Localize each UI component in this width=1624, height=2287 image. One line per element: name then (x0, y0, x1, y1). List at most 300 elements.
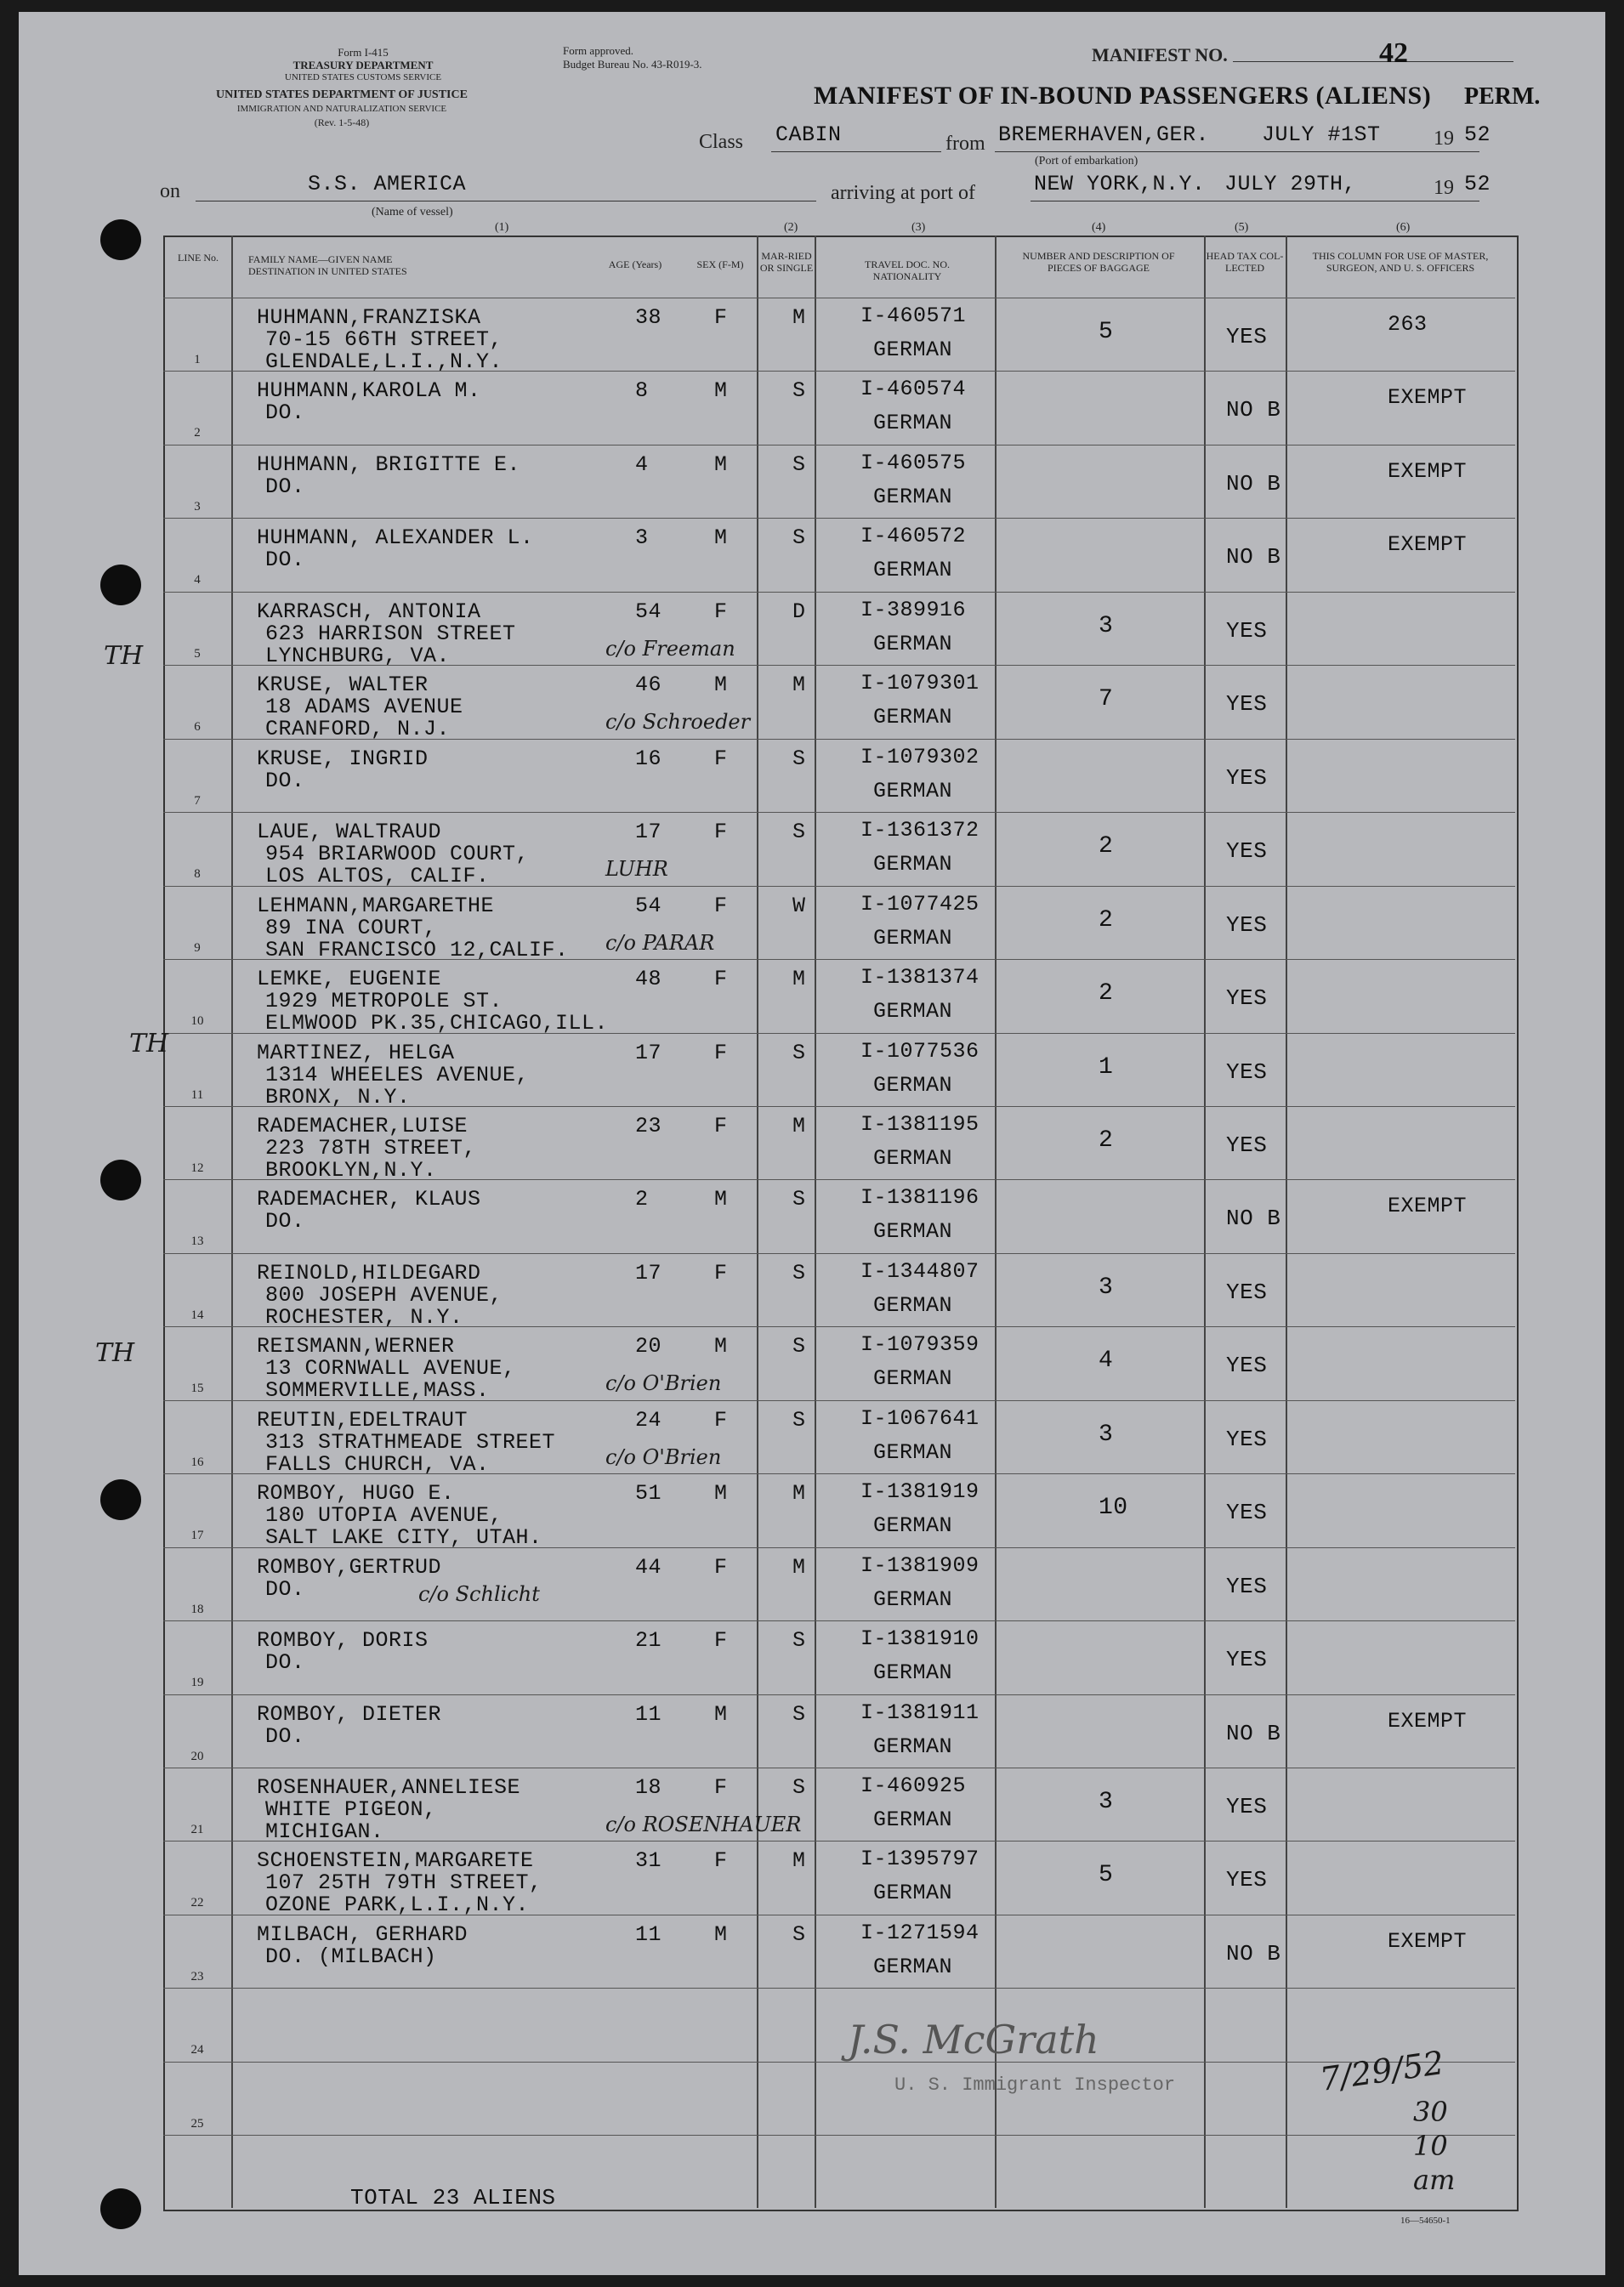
from-label: from (945, 133, 985, 155)
table-row (163, 1768, 1515, 1842)
sex: M (714, 1481, 728, 1507)
marital-status: S (792, 1260, 806, 1285)
line-number: 11 (190, 1087, 204, 1102)
sex: F (714, 893, 728, 918)
age: 54 (635, 893, 662, 918)
passenger-name: HUHMANN,KAROLA M. (257, 378, 481, 404)
officer-note: EXEMPT (1388, 532, 1468, 558)
travel-doc-no: I-1067641 (860, 1405, 980, 1431)
age: 20 (635, 1334, 662, 1359)
inspection-date: 7/29/52 (1317, 2044, 1446, 2098)
manifest-no-line (1233, 61, 1513, 62)
colnum-4: (4) (1092, 221, 1106, 234)
table-row (163, 1915, 1515, 1989)
justice-block (155, 88, 529, 129)
travel-doc-no: I-460574 (860, 377, 967, 402)
head-tax: YES (1226, 1500, 1268, 1526)
destination-line-1: 1929 METROPOLE ST. (265, 989, 503, 1014)
destination-line-2: BROOKLYN,N.Y. (265, 1157, 437, 1183)
nationality: GERMAN (873, 1219, 953, 1245)
passenger-name: KRUSE, WALTER (257, 672, 429, 698)
budget-bureau: Budget Bureau No. 43-R019-3. (563, 58, 702, 71)
destination-line-1: 1314 WHEELES AVENUE, (265, 1062, 530, 1087)
destination-line-2: MICHIGAN. (265, 1819, 384, 1844)
travel-doc-no: I-1077425 (860, 891, 980, 917)
destination-line-2: SAN FRANCISCO 12,CALIF. (265, 937, 569, 962)
age: 17 (635, 1260, 662, 1285)
marital-status: S (792, 1701, 806, 1727)
passenger-name: LEMKE, EUGENIE (257, 967, 442, 992)
passenger-name: HUHMANN,FRANZISKA (257, 305, 481, 330)
travel-doc-no: I-460925 (860, 1773, 967, 1798)
passenger-name: HUHMANN, BRIGITTE E. (257, 451, 521, 477)
travel-doc-no: I-1381911 (860, 1700, 980, 1725)
care-of-note: c/o O'Brien (605, 1444, 722, 1469)
nationality: GERMAN (873, 1292, 953, 1318)
baggage-count: 2 (1099, 980, 1114, 1007)
baggage-count: 3 (1099, 612, 1114, 639)
table-row (163, 1179, 1515, 1254)
line-number: 2 (194, 426, 201, 440)
travel-doc-no: I-1344807 (860, 1258, 980, 1284)
sex: M (714, 672, 728, 698)
officer-note: EXEMPT (1388, 1708, 1468, 1734)
travel-doc-no: I-1271594 (860, 1920, 980, 1945)
head-tax: YES (1226, 1647, 1268, 1673)
passenger-name: REINOLD,HILDEGARD (257, 1260, 481, 1285)
destination-line-2: OZONE PARK,L.I.,N.Y. (265, 1893, 530, 1918)
destination-line-1: DO. (265, 768, 305, 793)
table-row (163, 1400, 1515, 1475)
sex: F (714, 599, 728, 624)
destination-line-2: GLENDALE,L.I.,N.Y. (265, 349, 503, 374)
nationality: GERMAN (873, 1734, 953, 1759)
age: 38 (635, 305, 662, 330)
marital-status: S (792, 1040, 806, 1065)
nationality: GERMAN (873, 1072, 953, 1098)
nationality: GERMAN (873, 484, 953, 509)
sex: M (714, 1334, 728, 1359)
passenger-name: ROMBOY,GERTRUD (257, 1554, 442, 1580)
age: 21 (635, 1628, 662, 1654)
colhead-married: MAR-RIED OR SINGLE (759, 250, 814, 274)
age: 3 (635, 525, 649, 551)
table-row (163, 2062, 1515, 2137)
revision: (Rev. 1-5-48) (314, 116, 370, 128)
baggage-count: 3 (1099, 1789, 1114, 1815)
marital-status: D (792, 599, 806, 624)
line-number: 4 (194, 573, 201, 587)
head-tax: YES (1226, 1353, 1268, 1379)
baggage-count: 3 (1099, 1274, 1114, 1301)
destination-line-2: LOS ALTOS, CALIF. (265, 864, 490, 889)
destination-line-1: 70-15 66TH STREET, (265, 327, 503, 352)
travel-doc-no: I-1381919 (860, 1479, 980, 1505)
line-number: 1 (194, 353, 201, 366)
destination-line-2: ELMWOOD PK.35,CHICAGO,ILL. (265, 1011, 609, 1036)
sex: F (714, 1775, 728, 1800)
line-number: 10 (190, 1014, 204, 1029)
destination-line-1: WHITE PIGEON, (265, 1797, 437, 1822)
passenger-name: ROMBOY, DIETER (257, 1701, 442, 1727)
line-number: 8 (194, 867, 201, 882)
destination-line-1: DO. (265, 1650, 305, 1676)
vessel-name: S.S. AMERICA (308, 172, 467, 196)
punch-hole (100, 2188, 141, 2229)
marital-status: S (792, 1921, 806, 1947)
line-number: 24 (190, 2043, 204, 2057)
passenger-name: REISMANN,WERNER (257, 1334, 455, 1359)
manifest-title: MANIFEST OF IN-BOUND PASSENGERS (ALIENS) (814, 82, 1432, 110)
line-number: 7 (194, 793, 201, 808)
year-1: 52 (1464, 122, 1491, 147)
officer-note: EXEMPT (1388, 1194, 1468, 1219)
officer-note: EXEMPT (1388, 1928, 1468, 1954)
care-of-note: c/o O'Brien (605, 1371, 722, 1396)
officer-note: EXEMPT (1388, 385, 1468, 411)
nationality: GERMAN (873, 999, 953, 1024)
nationality: GERMAN (873, 1586, 953, 1612)
colhead-baggage: NUMBER AND DESCRIPTION OF PIECES OF BAGGAGE (1022, 250, 1175, 274)
inspector-signature: J.S. McGrath (848, 2017, 1099, 2063)
passenger-name: MARTINEZ, HELGA (257, 1040, 455, 1065)
passenger-name: RADEMACHER,LUISE (257, 1113, 468, 1138)
sex: M (714, 1921, 728, 1947)
line-number: 23 (190, 1969, 204, 1983)
head-tax: YES (1226, 1573, 1268, 1599)
sex: M (714, 378, 728, 404)
head-tax: YES (1226, 324, 1268, 349)
age: 48 (635, 967, 662, 992)
nationality: GERMAN (873, 925, 953, 951)
sex: F (714, 305, 728, 330)
head-tax: YES (1226, 1426, 1268, 1452)
age: 11 (635, 1921, 662, 1947)
passenger-name: REUTIN,EDELTRAUT (257, 1407, 468, 1433)
arriving-label: arriving at port of (831, 182, 975, 204)
nationality: GERMAN (873, 852, 953, 877)
travel-doc-no: I-1079302 (860, 744, 980, 769)
marital-status: M (792, 1848, 806, 1874)
destination-line-2: ROCHESTER, N.Y. (265, 1304, 463, 1330)
passenger-name: LEHMANN,MARGARETHE (257, 893, 495, 918)
marital-status: S (792, 525, 806, 551)
table-row (163, 1326, 1515, 1404)
destination-line-1: 13 CORNWALL AVENUE, (265, 1356, 516, 1382)
colnum-6: (6) (1396, 221, 1411, 234)
destination-line-2: BRONX, N.Y. (265, 1084, 411, 1109)
marital-status: M (792, 1554, 806, 1580)
head-tax: YES (1226, 1132, 1268, 1158)
sex: M (714, 525, 728, 551)
nationality: GERMAN (873, 338, 953, 362)
passenger-name: KARRASCH, ANTONIA (257, 599, 481, 624)
embarkation-date: JULY #1ST (1262, 122, 1381, 147)
table-row (163, 886, 1515, 961)
nationality: GERMAN (873, 1513, 953, 1539)
total-aliens: TOTAL 23 ALIENS (350, 2185, 556, 2210)
nationality: GERMAN (873, 778, 953, 803)
colhead-name-text: FAMILY NAME—GIVEN NAME (248, 253, 393, 265)
passenger-name: ROMBOY, DORIS (257, 1628, 429, 1654)
year-prefix-2: 19 (1434, 177, 1454, 199)
customs-service: UNITED STATES CUSTOMS SERVICE (284, 72, 442, 82)
nationality: GERMAN (873, 1954, 953, 1979)
line-number: 22 (190, 1896, 204, 1910)
destination-line-1: DO. (265, 1723, 305, 1749)
travel-doc-no: I-1079359 (860, 1332, 980, 1358)
marital-status: S (792, 820, 806, 845)
table-bottom-rule (163, 2135, 1515, 2136)
line-number: 13 (190, 1234, 204, 1249)
margin-note: TH (129, 1029, 169, 1058)
age: 51 (635, 1481, 662, 1507)
nationality: GERMAN (873, 1881, 953, 1906)
officer-note: 263 (1388, 312, 1428, 337)
head-tax: NO B (1226, 1720, 1281, 1746)
destination-line-2: SALT LAKE CITY, UTAH. (265, 1525, 542, 1551)
care-of-note: c/o Freeman (605, 636, 735, 661)
age: 44 (635, 1554, 662, 1580)
ins-service: IMMIGRATION AND NATURALIZATION SERVICE (236, 104, 447, 114)
travel-doc-no: I-1381374 (860, 965, 980, 990)
table-row (163, 665, 1515, 740)
age: 24 (635, 1407, 662, 1433)
table-row (163, 1841, 1515, 1918)
marital-status: S (792, 746, 806, 771)
colnum-3: (3) (911, 221, 926, 234)
table-row (163, 592, 1515, 667)
line-number: 17 (190, 1529, 204, 1543)
line-number: 16 (190, 1455, 204, 1469)
destination-line-1: DO. (265, 1209, 305, 1234)
nationality: GERMAN (873, 1366, 953, 1392)
age: 17 (635, 820, 662, 845)
marital-status: S (792, 1187, 806, 1212)
marital-status: S (792, 1775, 806, 1800)
head-tax: NO B (1226, 1206, 1281, 1232)
punch-hole (100, 219, 141, 260)
head-tax: YES (1226, 691, 1268, 718)
year-prefix-1: 19 (1434, 128, 1454, 150)
age: 8 (635, 378, 649, 404)
line-number: 5 (194, 646, 201, 661)
age: 31 (635, 1848, 662, 1874)
destination-line-1: DO. (265, 474, 305, 499)
table-row (163, 298, 1515, 372)
colhead-line: LINE No. (178, 252, 219, 264)
passenger-name: RADEMACHER, KLAUS (257, 1187, 481, 1212)
marital-status: S (792, 378, 806, 404)
table-row (163, 1988, 1515, 2063)
travel-doc-no: I-1381910 (860, 1626, 980, 1652)
table-row (163, 1547, 1515, 1622)
age: 17 (635, 1040, 662, 1065)
colhead-sex: SEX (F-M) (696, 258, 744, 270)
marital-status: M (792, 672, 806, 698)
year-2: 52 (1464, 172, 1491, 196)
table-row (163, 518, 1515, 593)
destination-line-1: DO. (265, 548, 305, 573)
form-header-block (265, 46, 461, 84)
on-label: on (160, 180, 180, 202)
nationality: GERMAN (873, 1145, 953, 1171)
line-number: 25 (190, 2116, 204, 2131)
table-row (163, 445, 1515, 519)
colhead-age: AGE (Years) (608, 258, 662, 270)
baggage-count: 1 (1099, 1053, 1114, 1081)
vessel-caption: (Name of vessel) (372, 206, 453, 218)
age: 4 (635, 451, 649, 477)
age: 2 (635, 1187, 649, 1212)
margin-note: TH (104, 641, 144, 671)
travel-doc-no: I-1079301 (860, 671, 980, 696)
marital-status: S (792, 1334, 806, 1359)
form-number: Form I-415 (338, 46, 389, 59)
care-of-note: c/o Schlicht (418, 1581, 540, 1606)
age: 18 (635, 1775, 662, 1800)
destination-line-1: 223 78TH STREET, (265, 1135, 477, 1161)
manifest-no-label: MANIFEST NO. (1092, 44, 1228, 65)
age: 16 (635, 746, 662, 771)
officer-note: EXEMPT (1388, 458, 1468, 484)
head-tax: YES (1226, 764, 1268, 791)
destination-line-1: 180 UTOPIA AVENUE, (265, 1503, 503, 1529)
table-row (163, 371, 1515, 445)
sex: F (714, 1260, 728, 1285)
travel-doc-no: I-1381909 (860, 1552, 980, 1578)
perm-label: PERM. (1464, 83, 1541, 110)
care-of-note: c/o Schroeder (605, 710, 751, 735)
head-tax: NO B (1226, 544, 1281, 570)
head-tax: YES (1226, 1058, 1268, 1085)
sex: F (714, 1407, 728, 1433)
treasury-department: TREASURY DEPARTMENT (292, 59, 434, 71)
sex: F (714, 1848, 728, 1874)
head-tax: YES (1226, 985, 1268, 1012)
travel-doc-no: I-1381196 (860, 1185, 980, 1211)
nationality: GERMAN (873, 1439, 953, 1465)
sex: F (714, 1628, 728, 1654)
age: 46 (635, 672, 662, 698)
table-row (163, 1694, 1515, 1769)
line-number: 15 (190, 1382, 204, 1396)
table-row (163, 1620, 1515, 1695)
destination-line-2: SOMMERVILLE,MASS. (265, 1378, 490, 1404)
colnum-2: (2) (784, 221, 798, 234)
class-value: CABIN (775, 122, 842, 147)
table-row (163, 739, 1515, 814)
passenger-name: ROSENHAUER,ANNELIESE (257, 1775, 521, 1800)
table-row (163, 1033, 1515, 1108)
baggage-count: 5 (1099, 319, 1114, 345)
line-number: 21 (190, 1823, 204, 1836)
nationality: GERMAN (873, 1660, 953, 1686)
sex: F (714, 967, 728, 992)
manifest-sheet (19, 12, 1605, 2275)
inspector-title: U. S. Immigrant Inspector (894, 2074, 1176, 2096)
passenger-name: MILBACH, GERHARD (257, 1921, 468, 1947)
travel-doc-no: I-1381195 (860, 1111, 980, 1137)
baggage-count: 7 (1099, 686, 1114, 713)
table-row (163, 1473, 1515, 1551)
destination-line-1: 313 STRATHMEADE STREET (265, 1429, 556, 1455)
nationality: GERMAN (873, 705, 953, 730)
sex: F (714, 820, 728, 845)
line-number: 6 (194, 720, 201, 735)
travel-doc-no: I-1395797 (860, 1847, 980, 1872)
table-row (163, 812, 1515, 887)
nationality: GERMAN (873, 411, 953, 436)
table-row (163, 1106, 1515, 1181)
form-code: 16—54650-1 (1400, 2216, 1451, 2226)
baggage-count: 4 (1099, 1348, 1114, 1375)
head-tax: YES (1226, 1867, 1268, 1893)
travel-doc-no: I-460572 (860, 524, 967, 549)
table-row (163, 1253, 1515, 1328)
passenger-name: LAUE, WALTRAUD (257, 820, 442, 845)
marital-status: M (792, 1481, 806, 1507)
head-tax: NO B (1226, 1940, 1281, 1966)
arrival-port: NEW YORK,N.Y. (1034, 172, 1206, 196)
passenger-name: HUHMANN, ALEXANDER L. (257, 525, 534, 551)
colhead-tax: HEAD TAX COL-LECTED (1206, 250, 1284, 274)
sex: F (714, 1040, 728, 1065)
sex: F (714, 1554, 728, 1580)
baggage-count: 2 (1099, 1126, 1114, 1154)
sex: F (714, 1113, 728, 1138)
destination-line-2: CRANFORD, N.J. (265, 717, 451, 742)
margin-note: TH (95, 1338, 135, 1368)
nationality: GERMAN (873, 1807, 953, 1832)
line-number: 14 (190, 1308, 204, 1322)
colnum-1: (1) (495, 221, 509, 234)
destination-line-2: LYNCHBURG, VA. (265, 643, 451, 668)
arrival-date: JULY 29TH, (1224, 172, 1357, 196)
age: 23 (635, 1113, 662, 1138)
nationality: GERMAN (873, 631, 953, 656)
destination-line-1: 800 JOSEPH AVENUE, (265, 1282, 503, 1308)
sex: M (714, 451, 728, 477)
head-tax: YES (1226, 1279, 1268, 1305)
colhead-officers: THIS COLUMN FOR USE OF MASTER, SURGEON, AND U. S. OFFICERS (1312, 250, 1489, 274)
port-caption: (Port of embarkation) (1035, 155, 1139, 167)
sex: M (714, 1701, 728, 1727)
justice-department: UNITED STATES DEPARTMENT OF JUSTICE (216, 88, 468, 101)
inspection-time: 30 10 am (1413, 2096, 1456, 2196)
destination-line-1: 107 25TH 79TH STREET, (265, 1870, 542, 1896)
punch-hole (100, 1160, 141, 1200)
class-line (771, 151, 941, 152)
colnum-5: (5) (1235, 221, 1249, 234)
line-number: 9 (194, 940, 201, 955)
head-tax: YES (1226, 1794, 1268, 1819)
class-label: Class (699, 131, 744, 153)
line-number: 3 (194, 499, 201, 514)
head-tax: NO B (1226, 470, 1281, 497)
destination-line-1: 623 HARRISON STREET (265, 621, 516, 646)
care-of-note: c/o ROSENHAUER (605, 1813, 802, 1836)
baggage-count: 5 (1099, 1862, 1114, 1889)
head-tax: YES (1226, 617, 1268, 644)
marital-status: S (792, 1407, 806, 1433)
travel-doc-no: I-1077536 (860, 1038, 980, 1064)
travel-doc-no: I-1361372 (860, 818, 980, 843)
head-tax: YES (1226, 838, 1268, 865)
head-tax: NO B (1226, 397, 1281, 423)
marital-status: M (792, 305, 806, 330)
marital-status: S (792, 1628, 806, 1654)
